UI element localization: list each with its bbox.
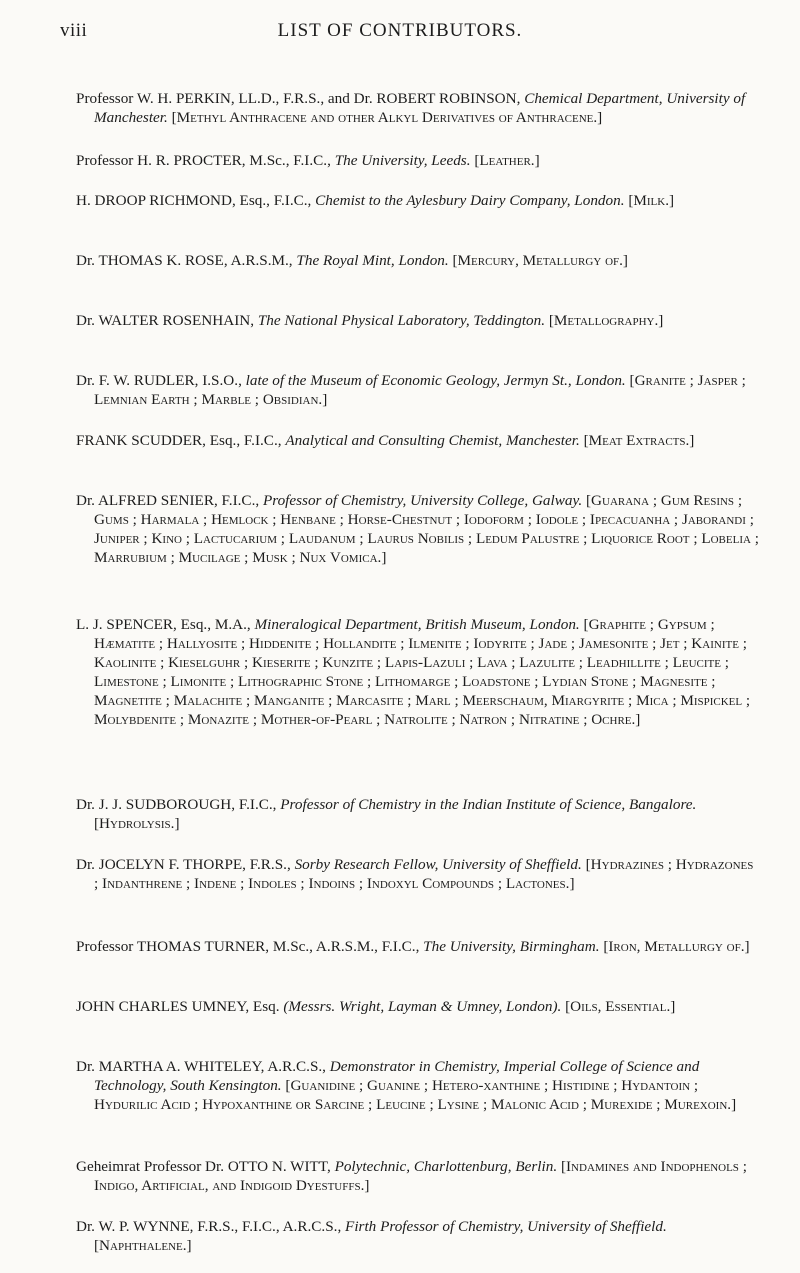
contributor-affiliation: Professor of Chemistry, University College, Galway.	[262, 492, 583, 510]
contributor-entry	[76, 795, 760, 833]
contributor-name: L. J. SPENCER, Esq., M.A.,	[76, 616, 255, 634]
contributor-name: Dr. W. P. WYNNE, F.R.S., F.I.C., A.R.C.S.,	[76, 1218, 346, 1236]
contributor-entry	[76, 311, 760, 330]
contributor-affiliation: late of the Museum of Economic Geology, Jermyn St., London.	[245, 372, 626, 390]
contributor-affiliation: Chemist to the Aylesbury Dairy Company, London.	[315, 192, 625, 210]
contributor-entry	[76, 615, 760, 729]
contributor-name: Dr. ALFRED SENIER, F.I.C.,	[76, 492, 263, 510]
contributor-subjects: [Hydrolysis.]	[94, 815, 180, 833]
contributor-subjects: [Leather.]	[470, 152, 540, 170]
contributor-affiliation: Mineralogical Department, British Museum, London.	[254, 616, 580, 634]
contributor-subjects: [Metallography.]	[545, 312, 664, 330]
contributor-name: Dr. JOCELYN F. THORPE, F.R.S.,	[76, 856, 295, 874]
contributor-subjects: [Granite ; Jasper ; Lemnian Earth ; Marble ; Obsidian.]	[94, 372, 746, 409]
contributor-name: Dr. WALTER ROSENHAIN,	[76, 312, 258, 330]
contributor-subjects: [Graphite ; Gypsum ; Hæmatite ; Hallyosite ; Hiddenite ; Hollandite ; Ilmenite ; Iodyrite ; Jade ; Jamesonite ; Jet ; Kainite ; Kaolinite ; Kieselguhr ; Kieserite ; Kunzite ; Lapis-Lazuli ; Lava ; Lazulite ; Leadhillite ; Leucite ; Limestone ; Limonite ; Lithographic Stone ; Lithomarge ; Loadstone ; Lydian Stone ; Magnesite ; Magnetite ; Malachite ; Manganite ; Marcasite ; Marl ; Meerschaum, Miargyrite ; Mica ; Mispickel ; Molybdenite ; Monazite ; Mother-of-Pearl ; Natrolite ; Natron ; Nitratine ; Ochre.]	[94, 616, 751, 729]
page-number: viii	[60, 20, 88, 41]
contributor-affiliation: Demonstrator in Chemistry, Imperial College of Science and Technology, South Kensington.	[94, 1058, 700, 1095]
contributor-subjects: [Naphthalene.]	[94, 1237, 192, 1255]
contributor-name: Geheimrat Professor Dr. OTTO N. WITT,	[76, 1158, 335, 1176]
contributor-entry	[76, 1217, 760, 1255]
contributor-affiliation: The University, Birmingham.	[423, 938, 600, 956]
contributor-affiliation: The National Physical Laboratory, Teddington.	[257, 312, 546, 330]
contributor-entry	[76, 431, 760, 450]
contributor-affiliation: (Messrs. Wright, Layman & Umney, London).	[283, 998, 562, 1016]
contributor-subjects: [Mercury, Metallurgy of.]	[448, 252, 628, 270]
contributor-entry	[76, 89, 760, 127]
contributor-entry	[76, 855, 760, 893]
contributor-entry	[76, 1057, 760, 1114]
contributor-affiliation: The University, Leeds.	[334, 152, 471, 170]
contributor-entry	[76, 151, 760, 170]
contributor-affiliation: Firth Professor of Chemistry, University of Sheffield.	[345, 1218, 667, 1236]
contributor-entry	[76, 937, 760, 956]
contributor-subjects: [Guanidine ; Guanine ; Hetero-xanthine ; Histidine ; Hydantoin ; Hydurilic Acid ; Hypoxanthine or Sarcine ; Leucine ; Lysine ; Malonic Acid ; Murexide ; Murexoin.]	[94, 1077, 737, 1114]
contributor-entry	[76, 997, 760, 1016]
contributor-affiliation: Sorby Research Fellow, University of Sheffield.	[294, 856, 582, 874]
contributor-subjects: [Oils, Essential.]	[561, 998, 676, 1016]
contributor-subjects: [Iron, Metallurgy of.]	[599, 938, 750, 956]
contributor-subjects: [Hydrazines ; Hydrazones ; Indanthrene ; Indene ; Indoles ; Indoins ; Indoxyl Compounds ; Lactones.]	[94, 856, 754, 893]
contributor-subjects: [Methyl Anthracene and other Alkyl Derivatives of Anthracene.]	[167, 109, 603, 127]
contributor-entry	[76, 371, 760, 409]
contributor-name: FRANK SCUDDER, Esq., F.I.C.,	[76, 432, 286, 450]
contributor-affiliation: Analytical and Consulting Chemist, Manchester.	[285, 432, 580, 450]
contributor-name: Dr. J. J. SUDBOROUGH, F.I.C.,	[76, 796, 281, 814]
contributor-entry	[76, 251, 760, 270]
page-header	[60, 20, 740, 50]
contributor-affiliation: Chemical Department, University of Manchester.	[94, 90, 746, 127]
contributor-subjects: [Guarana ; Gum Resins ; Gums ; Harmala ; Hemlock ; Henbane ; Horse-Chestnut ; Iodoform ; Iodole ; Ipecacuanha ; Jaborandi ; Juniper ; Kino ; Lactucarium ; Laudanum ; Laurus Nobilis ; Ledum Palustre ; Liquorice Root ; Lobelia ; Marrubium ; Mucilage ; Musk ; Nux Vomica.]	[94, 492, 759, 567]
contributor-subjects: [Milk.]	[624, 192, 675, 210]
contributor-affiliation: Professor of Chemistry in the Indian Institute of Science, Bangalore.	[280, 796, 697, 814]
contributor-name: Dr. MARTHA A. WHITELEY, A.R.C.S.,	[76, 1058, 330, 1076]
contributor-affiliation: The Royal Mint, London.	[296, 252, 449, 270]
contributor-name: H. DROOP RICHMOND, Esq., F.I.C.,	[76, 192, 316, 210]
running-title: LIST OF CONTRIBUTORS.	[277, 20, 523, 41]
contributor-subjects: [Indamines and Indophenols ; Indigo, Artificial, and Indigoid Dyestuffs.]	[94, 1158, 747, 1195]
contributor-name: Dr. F. W. RUDLER, I.S.O.,	[76, 372, 246, 390]
contributor-name: Professor H. R. PROCTER, M.Sc., F.I.C.,	[76, 152, 335, 170]
contributor-name: Professor THOMAS TURNER, M.Sc., A.R.S.M., F.I.C.,	[76, 938, 424, 956]
contributor-entry	[76, 491, 760, 567]
contributor-affiliation: Polytechnic, Charlottenburg, Berlin.	[334, 1158, 558, 1176]
contributor-name: Professor W. H. PERKIN, LL.D., F.R.S., and Dr. ROBERT ROBINSON,	[76, 90, 525, 108]
contributor-name: Dr. THOMAS K. ROSE, A.R.S.M.,	[76, 252, 297, 270]
contributor-name: JOHN CHARLES UMNEY, Esq.	[76, 998, 284, 1016]
contributor-entry	[76, 1157, 760, 1195]
contributor-subjects: [Meat Extracts.]	[579, 432, 695, 450]
contributor-entry	[76, 191, 760, 210]
